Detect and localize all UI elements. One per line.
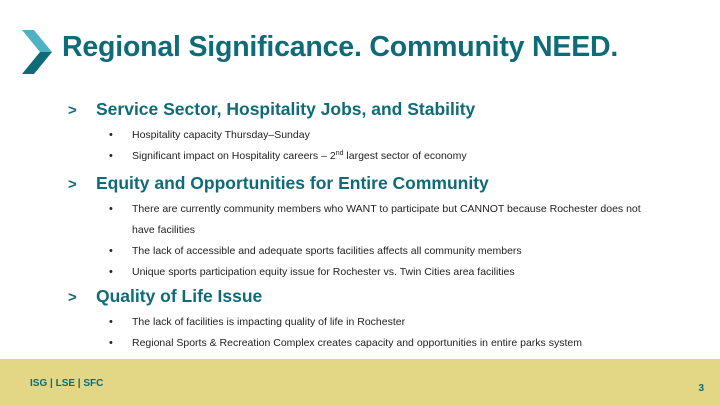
- page-number: 3: [698, 383, 704, 394]
- list-item: • Hospitality capacity Thursday–Sunday: [0, 125, 720, 146]
- section-heading: Equity and Opportunities for Entire Community: [96, 173, 489, 193]
- bullet-dot-icon: •: [109, 203, 113, 215]
- arrow-marker-icon: >: [68, 289, 77, 306]
- chevron-logo-icon: [22, 30, 52, 74]
- bullet-dot-icon: •: [109, 266, 113, 278]
- section-heading: Service Sector, Hospitality Jobs, and Stability: [96, 99, 476, 119]
- arrow-marker-icon: >: [68, 102, 77, 119]
- bullet-dot-icon: •: [109, 337, 113, 349]
- bullet-dot-icon: •: [109, 316, 113, 328]
- arrow-marker-icon: >: [68, 176, 77, 193]
- bullet-dot-icon: •: [109, 245, 113, 257]
- slide-title: Regional Significance. Community NEED.: [62, 31, 619, 63]
- bullet-dot-icon: •: [109, 150, 113, 162]
- footer-brand: ISG | LSE | SFC: [30, 378, 104, 389]
- list-item: • The lack of facilities is impacting quality of life in Rochester: [0, 312, 720, 333]
- list-item: • Significant impact on Hospitality careers – 2nd largest sector of economy: [0, 146, 720, 167]
- section-service-sector: [0, 98, 720, 167]
- list-item: • Regional Sports & Recreation Complex creates capacity and opportunities in entire parks system: [0, 333, 720, 354]
- bullet-dot-icon: •: [109, 129, 113, 141]
- section-equity: [0, 172, 720, 283]
- list-item: • There are currently community members who WANT to participate but CANNOT because Rochester does not have facilities: [0, 199, 720, 241]
- list-item: • The lack of accessible and adequate sports facilities affects all community members: [0, 241, 720, 262]
- section-quality-of-life: [0, 285, 720, 354]
- footer-band: [0, 359, 720, 405]
- section-heading: Quality of Life Issue: [96, 286, 263, 306]
- list-item: • Unique sports participation equity issue for Rochester vs. Twin Cities area facilities: [0, 262, 720, 283]
